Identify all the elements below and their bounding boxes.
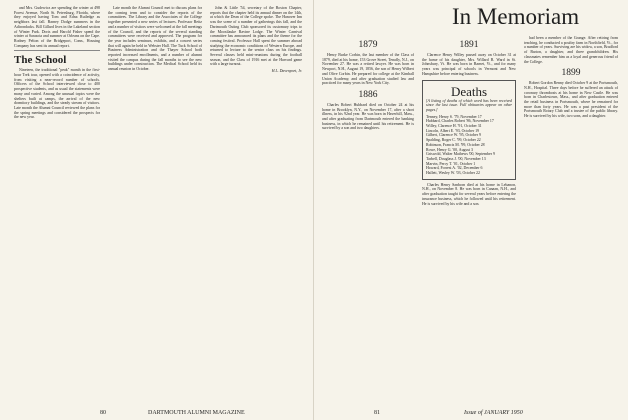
- paragraph: Henry Burke Corbin, the last member of the Class of 1879, died at his home, 153 Grove Street, Tenafly, N.J., on November 27. He was a retired lawyer. He was born in Newport, N.H., August 19, 1856, the son of Henry Wilbert and Olive Corbin. He prepared for college at the Kimball Union Academy, and after graduation studied law and practiced for many years in New York City.: [322, 53, 414, 86]
- right-page: [314, 0, 628, 420]
- deaths-entry: Robinson, Francis M. '99, October 28: [426, 142, 485, 147]
- right-column-3: [524, 36, 618, 398]
- paragraph: Nineteen, the traditional "peak" month in the first-hour Trek tour, opened with a coincidence of activity, from visiting a near-record number of schools. Officers of the School interviewed close to 400 prospective students, and as usual the statements were many and varied. Among the unusual topics were the shelters built at camps, the arrival of the new dormitory buildings, and the steady stream of visitors. Late month the Alumni Council reviewed the plans for the spring meetings and considered the prospects for the new year.: [14, 68, 100, 120]
- page-title: In Memoriam: [452, 4, 580, 29]
- left-column-3: [210, 6, 302, 398]
- divider: [14, 50, 100, 51]
- paragraph: Charles Henry Sanborn died at his home in Lebanon, N.H., on November 8. He was born in Canaan, N.H., and after graduation taught for several years before entering the insurance business, which he followed until his retirement. He is survived by his wife and a son.: [422, 182, 516, 206]
- deaths-heading: Deaths: [450, 83, 488, 99]
- footer-right: Issue of JANUARY 1950: [464, 410, 523, 416]
- right-column-2: [422, 36, 516, 398]
- paragraph: and Mrs. Gudewicz are spending the winter at 498 Forest Avenue, North St. Petersburg, Florida, where they enjoyed having Tom and Edna Rutledge as neighbors last fall. Barney Dodge summers in the Adirondacks. Bill Gillard lives in the Lakeland section of Winter Park. Doris and Harold Fisher spend the winter at Sarasota and summer at Orleans on the Cape. Rodney Pelton of the Bridgeport, Conn., Housing Company has sent its annual report.: [14, 6, 100, 48]
- right-column-1: [322, 36, 414, 398]
- deaths-entry: Spalding, Roger C. '99, October 22: [426, 138, 481, 143]
- paragraph: had been a member of the Grange. After retiring from teaching, he conducted a poultry farm in Northfield, Vt., for a number of years. Surviving are his widow, a son, Bradford of Barton, a daughter, and three grandchildren. His classmates remember him as a loyal and generous friend of the College.: [524, 36, 618, 64]
- class-year-heading: 1886: [358, 89, 378, 100]
- deaths-entry: Tarbell, Douglass J. '00, November 13: [426, 156, 486, 161]
- page-number-right: 81: [374, 410, 380, 416]
- footer-left: DARTMOUTH ALUMNI MAGAZINE: [148, 410, 245, 416]
- signature: H.L. Davenport, Jr.: [271, 69, 302, 74]
- section-heading-school: The School: [14, 54, 67, 67]
- deaths-entry: Willey, Clarence H. '91, October 31: [426, 124, 482, 129]
- deaths-entry: Marvin, Percy T. '01, October 1: [426, 161, 476, 166]
- deaths-entry: Hallett, Wesley W. '03, October 22: [426, 171, 480, 176]
- deaths-entry: Gilbert, Clarence W. '95, October 9: [426, 133, 481, 138]
- paragraph: John & Little '54, secretary of the Boston Chapter, reports that the chapter held its annual dinner on the 14th, at which the Dean of the College spoke. The Hanover Inn was the scene of a number of gatherings this fall, and the Dartmouth Outing Club sponsored its customary trips to the Moosilauke Ravine Lodge. The Winter Carnival committee has announced its plans and the theme for the coming festival. Professor Hall spent the summer abroad studying the economic conditions of Western Europe, and returned to lecture to the senior class on his findings. Several classes held mini-reunions during the football season, and the Class of 1916 met at the Harvard game with a large turnout.: [210, 6, 302, 67]
- paragraph: Clarence Henry Willey passed away on October 31 at the home of his daughter, Mrs. Willard B. Ward in St. Johnsbury, Vt. He was born in Barnet, Vt., and for many years was principal of schools in Vermont and New Hampshire before entering business.: [422, 53, 516, 76]
- class-year-heading: 1891: [459, 40, 479, 50]
- deaths-entry: Griswold, Walter Mathews '00, September 9: [426, 152, 495, 157]
- class-year-heading: 1899: [561, 68, 581, 79]
- deaths-entry: Hubbard, Charles Robert '86, November 17: [426, 119, 494, 124]
- deaths-entry: Rowe, Henry G. '00, August 3: [426, 147, 473, 152]
- class-year-heading: 1879: [358, 40, 378, 50]
- paragraph: Charles Robert Hubbard died on October 24 at his home in Brooklyn, N.Y., on November 17, after a short illness, in his 92nd year. He was born in Haverhill, Mass., and after graduating from Dartmouth entered the banking business, in which he remained until his retirement. He is survived by a son and two daughters.: [322, 102, 414, 131]
- paragraph: Late month the Alumni Council met to discuss plans for the coming term and to consider the reports of the committees. The Library and the Associates of the College together presented a new series of lectures. Professor Reitz and a number of visitors were welcomed at the fall meetings of the Council, and the reports of the several standing committees were received and approved. The program for the year includes seminars, exhibits, and a concert series that will again be held in Webster Hall. The Tuck School of Business Administration and the Thayer School both reported increased enrollments, and a number of alumni visited the campus during the fall months to see the new buildings under construction. The Medical School held its annual reunion in October.: [108, 6, 202, 72]
- left-column-1: [14, 6, 100, 398]
- deaths-entry: Tenney, Henry S. '79, November 17: [426, 114, 482, 119]
- deaths-entry: Howard, Forrest A. '02, December 6: [426, 166, 483, 171]
- page-number-left: 80: [100, 410, 106, 416]
- deaths-box: [422, 80, 516, 180]
- deaths-entry: Lincoln, Albert E. '93, October 19: [426, 128, 479, 133]
- deaths-intro: [A listing of deaths of which word has been received since the last issue. Full obituaries appear on other pages.]: [426, 98, 512, 112]
- paragraph: Robert Gordon Renny died October 9 at the Portsmouth, N.H., Hospital. Three days before he suffered an attack of coronary thrombosis at his home in New Castle. He was born in Charlestown, Mass., and after graduation entered the retail business in Portsmouth, where he remained for more than forty years. He was a past president of the Portsmouth Rotary Club and a trustee of the public library. He is survived by his wife, two sons, and a daughter.: [524, 81, 618, 119]
- left-column-2: [108, 6, 202, 398]
